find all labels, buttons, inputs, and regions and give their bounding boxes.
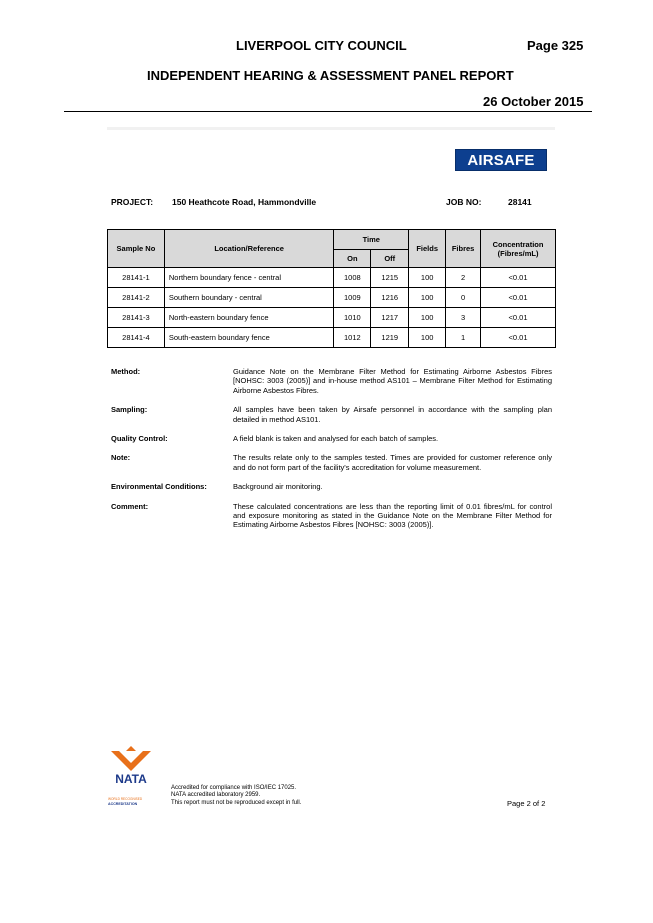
report-title: INDEPENDENT HEARING & ASSESSMENT PANEL REPORT <box>147 68 514 83</box>
cell-concentration: <0.01 <box>481 308 556 328</box>
header-location: Location/Reference <box>164 230 334 268</box>
header-fibres: Fibres <box>446 230 481 268</box>
quality-label: Quality Control: <box>111 434 168 444</box>
note-label: Note: <box>111 453 131 463</box>
method-note <box>111 367 552 395</box>
cell-fibres: 0 <box>446 288 481 308</box>
job-number-label: JOB NO: <box>446 197 482 207</box>
sampling-label: Sampling: <box>111 405 148 415</box>
footer-line-2: NATA accredited laboratory 2959. <box>171 792 261 799</box>
report-date: 26 October 2015 <box>483 94 584 109</box>
cell-location: Northern boundary fence - central <box>164 268 334 288</box>
table-row <box>108 328 556 348</box>
job-number-value: 28141 <box>508 197 532 207</box>
footer-line-3: This report must not be reproduced except in full. <box>171 799 302 806</box>
page-number: Page 325 <box>527 38 584 53</box>
table-row <box>108 308 556 328</box>
sampling-text: All samples have been taken by Airsafe personnel in accordance with the sampling plan detailed in method AS101. <box>233 405 552 424</box>
header-time: Time <box>334 230 409 250</box>
method-text: Guidance Note on the Membrane Filter Method for Estimating Airborne Asbestos Fibres [NOHSC: 3003 (2005)] and in-house method AS101 – Membrane Filter Method for Estimating Airborne Asbestos Fibres. <box>233 367 552 395</box>
cell-sample: 28141-2 <box>108 288 165 308</box>
cell-time-on: 1010 <box>334 308 371 328</box>
cell-time-on: 1009 <box>334 288 371 308</box>
nata-accreditation-text: ACCREDITATION <box>108 802 138 806</box>
note-text: The results relate only to the samples tested. Times are provided for customer reference only and do not form part of the facility's accreditation for volume measurement. <box>233 453 552 472</box>
project-label: PROJECT: <box>111 197 154 207</box>
quality-note <box>111 434 552 443</box>
cell-location: Southern boundary - central <box>164 288 334 308</box>
cell-time-off: 1217 <box>371 308 409 328</box>
faint-divider <box>107 127 555 130</box>
cell-fields: 100 <box>409 268 446 288</box>
cell-time-on: 1008 <box>334 268 371 288</box>
airsafe-logo: AIRSAFE <box>455 149 547 171</box>
header-fields: Fields <box>409 230 446 268</box>
comment-label: Comment: <box>111 501 149 511</box>
cell-fibres: 1 <box>446 328 481 348</box>
cell-fields: 100 <box>409 288 446 308</box>
method-label: Method: <box>111 367 141 376</box>
cell-concentration: <0.01 <box>481 268 556 288</box>
notes-section <box>111 367 552 540</box>
cell-concentration: <0.01 <box>481 328 556 348</box>
cell-fibres: 2 <box>446 268 481 288</box>
cell-location: South-eastern boundary fence <box>164 328 334 348</box>
header-sample-no: Sample No <box>108 230 165 268</box>
header-time-off: Off <box>371 250 409 268</box>
quality-text: A field blank is taken and analysed for each batch of samples. <box>233 434 439 444</box>
nata-apex-icon <box>126 746 136 751</box>
comment-note <box>111 502 552 530</box>
cell-fields: 100 <box>409 308 446 328</box>
comment-text: These calculated concentrations are less than the reporting limit of 0.01 fibres/mL for control and exposure monitoring as stated in the Guidance Note on the Membrane Filter Method for Estimating Airborne Asbestos Fibres [NOHSC: 3003 (2005)]. <box>233 501 552 530</box>
environmental-note <box>111 482 552 491</box>
accreditation-footer <box>171 785 301 807</box>
cell-sample: 28141-3 <box>108 308 165 328</box>
council-name: LIVERPOOL CITY COUNCIL <box>236 38 407 53</box>
cell-fibres: 3 <box>446 308 481 328</box>
header-concentration: Concentration (Fibres/mL) <box>481 230 556 268</box>
header-time-on: On <box>334 250 371 268</box>
cell-time-off: 1219 <box>371 328 409 348</box>
cell-time-off: 1216 <box>371 288 409 308</box>
cell-time-off: 1215 <box>371 268 409 288</box>
nata-world-text: WORLD RECOGNISED <box>108 797 143 801</box>
project-value: 150 Heathcote Road, Hammondville <box>172 197 317 207</box>
table-row <box>108 288 556 308</box>
nata-chevron-icon <box>111 751 151 771</box>
cell-location: North-eastern boundary fence <box>164 308 334 328</box>
cell-concentration: <0.01 <box>481 288 556 308</box>
footer-line-1: Accredited for compliance with ISO/IEC 17025. <box>171 785 297 791</box>
environmental-text: Background air monitoring. <box>233 482 323 492</box>
environmental-label: Environmental Conditions: <box>111 482 207 492</box>
nata-accreditation-logo <box>107 745 155 807</box>
results-table <box>107 229 556 348</box>
cell-fields: 100 <box>409 328 446 348</box>
nata-logo-text: NATA <box>115 772 147 786</box>
cell-sample: 28141-4 <box>108 328 165 348</box>
general-note <box>111 453 552 472</box>
cell-sample: 28141-1 <box>108 268 165 288</box>
cell-time-on: 1012 <box>334 328 371 348</box>
sampling-note <box>111 405 552 424</box>
page-of-label: Page 2 of 2 <box>507 799 546 808</box>
table-row <box>108 268 556 288</box>
header-rule <box>64 111 592 112</box>
